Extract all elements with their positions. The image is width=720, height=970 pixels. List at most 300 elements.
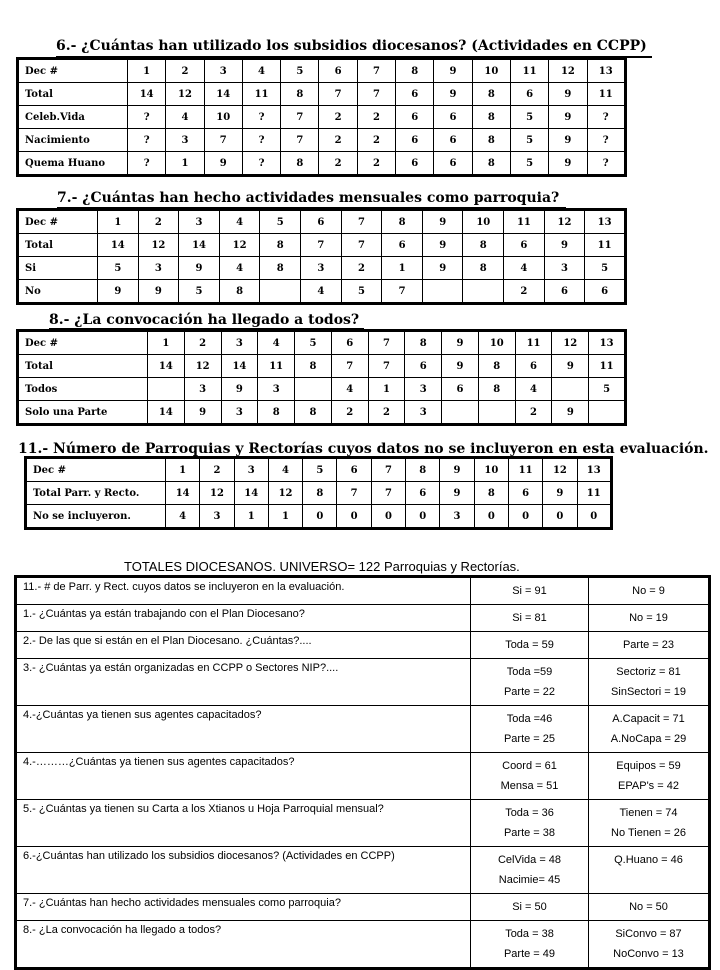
q6-cell: 3 xyxy=(204,59,242,83)
totals-value: Mensa = 51 xyxy=(500,780,559,792)
q11-cell: 12 xyxy=(200,482,234,505)
q7-cell: 8 xyxy=(382,210,423,234)
q11-cell: 6 xyxy=(337,458,371,482)
q6-row xyxy=(18,152,626,176)
q7-cell: 8 xyxy=(463,257,504,280)
q8-title: 8.- ¿La convocación ha llegado a todos? xyxy=(49,312,360,328)
totals-value: Si = 91 xyxy=(512,585,547,597)
totals-value: Si = 50 xyxy=(512,901,547,913)
totals-question: 8.- ¿La convocación ha llegado a todos? xyxy=(16,921,471,969)
q6-cell: 7 xyxy=(281,106,319,129)
q6-row-label: Nacimiento xyxy=(18,129,128,152)
q8-cell: 8 xyxy=(478,378,515,401)
q7-cell: 6 xyxy=(544,280,585,304)
totals-value: Nacimie= 45 xyxy=(498,874,561,886)
q8-cell xyxy=(589,401,626,425)
q8-cell: 11 xyxy=(515,331,552,355)
q11-row xyxy=(26,505,612,529)
q6-cell: ? xyxy=(242,106,280,129)
totals-answer-b xyxy=(589,753,710,800)
q8-cell: 8 xyxy=(405,331,442,355)
q6-cell: 14 xyxy=(128,83,166,106)
totals-question: 3.- ¿Cuántas ya están organizadas en CCPP o Sectores NIP?.... xyxy=(16,659,471,706)
q7-row xyxy=(18,234,626,257)
q7-cell: 7 xyxy=(341,210,382,234)
q7-cell: 1 xyxy=(98,210,139,234)
q7-cell: 2 xyxy=(341,257,382,280)
q6-cell: 11 xyxy=(242,83,280,106)
totals-answer-a xyxy=(471,632,589,659)
q8-cell: 10 xyxy=(478,331,515,355)
q11-cell: 11 xyxy=(508,458,542,482)
totals-value: A.Capacit = 71 xyxy=(612,713,685,725)
q6-cell: 8 xyxy=(472,129,510,152)
q6-cell: 9 xyxy=(549,129,587,152)
q6-table xyxy=(16,57,627,177)
totals-row xyxy=(16,577,710,605)
totals-row xyxy=(16,605,710,632)
totals-answer-b xyxy=(589,577,710,605)
q8-table xyxy=(16,329,627,426)
q6-cell: 12 xyxy=(166,83,204,106)
totals-value: Parte = 49 xyxy=(503,948,556,960)
totals-value: Parte = 25 xyxy=(503,733,556,745)
q6-cell: 6 xyxy=(396,83,434,106)
q8-cell xyxy=(478,401,515,425)
totals-answer-a xyxy=(471,847,589,894)
q6-cell: ? xyxy=(242,129,280,152)
q6-cell: 7 xyxy=(281,129,319,152)
q11-cell: 8 xyxy=(406,458,440,482)
q8-cell xyxy=(295,378,332,401)
q6-cell: 6 xyxy=(319,59,357,83)
totals-question: 6.-¿Cuántas han utilizado los subsidios diocesanos? (Actividades en CCPP) xyxy=(16,847,471,894)
totals-value: Toda = 59 xyxy=(505,639,554,651)
q7-cell: 4 xyxy=(301,280,342,304)
q7-cell: 7 xyxy=(382,280,423,304)
totals-value: Coord = 61 xyxy=(502,760,557,772)
q8-cell: 11 xyxy=(589,355,626,378)
q6-cell: 4 xyxy=(242,59,280,83)
q6-cell: 14 xyxy=(204,83,242,106)
totals-answer-b xyxy=(589,632,710,659)
q7-title: 7.- ¿Cuántas han hecho actividades mensuales como parroquia? xyxy=(57,190,560,206)
q8-row-label: Dec # xyxy=(18,331,148,355)
totals-answer-a xyxy=(471,577,589,605)
q6-cell: 3 xyxy=(166,129,204,152)
q6-cell: ? xyxy=(128,152,166,176)
q6-cell: 9 xyxy=(434,83,472,106)
q6-row-label: Quema Huano xyxy=(18,152,128,176)
q8-cell: 14 xyxy=(148,355,185,378)
q6-cell: 6 xyxy=(396,129,434,152)
q11-cell: 12 xyxy=(268,482,302,505)
totals-table xyxy=(14,575,711,970)
q7-cell: 14 xyxy=(179,234,220,257)
totals-value: EPAP's = 42 xyxy=(618,780,679,792)
totals-value: Sectoriz = 81 xyxy=(616,666,681,678)
totals-answer-a xyxy=(471,800,589,847)
q7-cell: 8 xyxy=(463,234,504,257)
q11-cell: 9 xyxy=(440,458,474,482)
q7-cell: 7 xyxy=(301,234,342,257)
q6-cell: 9 xyxy=(204,152,242,176)
totals-answer-a xyxy=(471,753,589,800)
totals-value: Toda =59 xyxy=(506,666,553,678)
q7-cell: 5 xyxy=(98,257,139,280)
q6-cell: ? xyxy=(242,152,280,176)
q6-cell: 6 xyxy=(396,106,434,129)
q7-cell: 10 xyxy=(463,210,504,234)
q7-cell: 6 xyxy=(585,280,626,304)
q6-cell: 7 xyxy=(357,83,395,106)
q11-cell: 4 xyxy=(166,505,200,529)
totals-row xyxy=(16,632,710,659)
q7-cell: 9 xyxy=(422,257,463,280)
q7-cell: 12 xyxy=(138,234,179,257)
q6-cell: 10 xyxy=(472,59,510,83)
q6-cell: 5 xyxy=(510,152,548,176)
q11-cell: 0 xyxy=(508,505,542,529)
totals-answer-a xyxy=(471,894,589,921)
q7-row-label: Si xyxy=(18,257,98,280)
totals-value: No Tienen = 26 xyxy=(611,827,686,839)
q7-cell: 4 xyxy=(219,257,260,280)
q6-cell: ? xyxy=(587,106,625,129)
totals-question: 5.- ¿Cuántas ya tienen su Carta a los Xtianos u Hoja Parroquial mensual? xyxy=(16,800,471,847)
q6-cell: 2 xyxy=(319,152,357,176)
q6-row xyxy=(18,106,626,129)
q11-title: 11.- Número de Parroquias y Rectorías cuyos datos no se incluyeron en esta evaluación. xyxy=(18,441,709,457)
q6-cell: 11 xyxy=(510,59,548,83)
q7-cell: 2 xyxy=(138,210,179,234)
totals-question: 2.- De las que si están en el Plan Diocesano. ¿Cuántas?.... xyxy=(16,632,471,659)
q11-cell: 13 xyxy=(577,458,611,482)
q11-cell: 3 xyxy=(234,458,268,482)
q11-cell: 6 xyxy=(508,482,542,505)
q6-cell: 4 xyxy=(166,106,204,129)
q6-cell: 9 xyxy=(549,152,587,176)
q7-cell: 14 xyxy=(98,234,139,257)
q11-row-label: Dec # xyxy=(26,458,166,482)
q11-cell: 1 xyxy=(234,505,268,529)
q11-cell: 3 xyxy=(440,505,474,529)
q6-cell: 8 xyxy=(472,106,510,129)
q11-cell: 14 xyxy=(234,482,268,505)
q8-cell: 12 xyxy=(184,355,221,378)
q6-cell: 1 xyxy=(166,152,204,176)
q6-cell: 2 xyxy=(166,59,204,83)
q6-cell: 6 xyxy=(434,129,472,152)
q7-cell: 4 xyxy=(504,257,545,280)
totals-row xyxy=(16,706,710,753)
totals-value: CelVida = 48 xyxy=(497,854,562,866)
q11-row-label: Total Parr. y Recto. xyxy=(26,482,166,505)
q7-cell xyxy=(463,280,504,304)
q6-cell: 9 xyxy=(434,59,472,83)
q7-cell: 5 xyxy=(179,280,220,304)
q6-cell: 13 xyxy=(587,59,625,83)
q11-cell: 0 xyxy=(406,505,440,529)
q7-cell: 3 xyxy=(544,257,585,280)
q11-cell: 8 xyxy=(474,482,508,505)
q8-cell: 2 xyxy=(515,401,552,425)
q6-cell: 8 xyxy=(472,152,510,176)
q8-cell: 9 xyxy=(221,378,258,401)
totals-value: Toda = 36 xyxy=(505,807,554,819)
q6-cell: 6 xyxy=(396,152,434,176)
q8-cell: 3 xyxy=(405,401,442,425)
q6-row xyxy=(18,83,626,106)
q8-cell xyxy=(552,378,589,401)
q7-cell: 5 xyxy=(341,280,382,304)
q6-cell: ? xyxy=(128,129,166,152)
q7-row-label: No xyxy=(18,280,98,304)
q8-cell: 5 xyxy=(589,378,626,401)
totals-answer-b xyxy=(589,800,710,847)
q8-cell xyxy=(442,401,479,425)
q8-cell: 2 xyxy=(184,331,221,355)
totals-question: 4.-¿Cuántas ya tienen sus agentes capacitados? xyxy=(16,706,471,753)
q7-row-label: Dec # xyxy=(18,210,98,234)
q7-cell: 9 xyxy=(179,257,220,280)
totals-value: No = 50 xyxy=(629,901,668,913)
q8-cell: 2 xyxy=(368,401,405,425)
q6-cell: 7 xyxy=(319,83,357,106)
totals-value: No = 19 xyxy=(629,612,668,624)
q7-cell: 9 xyxy=(138,280,179,304)
q7-row xyxy=(18,280,626,304)
q8-cell: 9 xyxy=(552,355,589,378)
totals-answer-b xyxy=(589,659,710,706)
q8-cell: 7 xyxy=(331,355,368,378)
q11-cell: 3 xyxy=(200,505,234,529)
q6-cell: 1 xyxy=(128,59,166,83)
q8-row-label: Total xyxy=(18,355,148,378)
q11-cell: 9 xyxy=(440,482,474,505)
q7-row-label: Total xyxy=(18,234,98,257)
q6-row xyxy=(18,129,626,152)
q8-row-label: Todos xyxy=(18,378,148,401)
q11-cell: 0 xyxy=(577,505,611,529)
q7-row xyxy=(18,210,626,234)
q6-cell: 8 xyxy=(281,83,319,106)
totals-answer-a xyxy=(471,605,589,632)
q11-row-label: No se incluyeron. xyxy=(26,505,166,529)
q11-cell: 10 xyxy=(474,458,508,482)
q6-cell: 9 xyxy=(549,106,587,129)
totals-row xyxy=(16,894,710,921)
q11-row xyxy=(26,482,612,505)
q6-cell: 5 xyxy=(510,129,548,152)
q11-cell: 11 xyxy=(577,482,611,505)
q7-cell: 4 xyxy=(219,210,260,234)
q7-cell: 6 xyxy=(301,210,342,234)
q8-row xyxy=(18,401,626,425)
q7-cell: 5 xyxy=(585,257,626,280)
totals-title: TOTALES DIOCESANOS. UNIVERSO= 122 Parroquias y Rectorías. xyxy=(124,559,520,574)
q7-cell: 9 xyxy=(98,280,139,304)
q7-cell: 6 xyxy=(504,234,545,257)
q8-cell: 3 xyxy=(405,378,442,401)
q7-cell: 3 xyxy=(138,257,179,280)
q7-cell: 11 xyxy=(504,210,545,234)
totals-answer-b xyxy=(589,921,710,969)
q8-cell: 6 xyxy=(331,331,368,355)
q6-cell: 6 xyxy=(510,83,548,106)
q11-cell: 8 xyxy=(303,482,337,505)
q6-cell: 11 xyxy=(587,83,625,106)
q6-title: 6.- ¿Cuántas han utilizado los subsidios diocesanos? (Actividades en CCPP) xyxy=(56,38,647,54)
q6-cell: 2 xyxy=(319,129,357,152)
totals-answer-a xyxy=(471,921,589,969)
q8-cell: 9 xyxy=(442,331,479,355)
q8-cell: 3 xyxy=(221,401,258,425)
q8-cell: 11 xyxy=(258,355,295,378)
q11-cell: 14 xyxy=(166,482,200,505)
totals-value: No = 9 xyxy=(632,585,665,597)
q8-cell: 14 xyxy=(148,401,185,425)
q8-cell: 8 xyxy=(295,355,332,378)
q6-cell: 7 xyxy=(204,129,242,152)
totals-question: 1.- ¿Cuántas ya están trabajando con el Plan Diocesano? xyxy=(16,605,471,632)
q6-cell: 2 xyxy=(319,106,357,129)
q8-cell: 3 xyxy=(221,331,258,355)
q8-cell: 12 xyxy=(552,331,589,355)
q11-cell: 12 xyxy=(543,458,577,482)
totals-answer-b xyxy=(589,847,710,894)
q7-cell: 3 xyxy=(179,210,220,234)
totals-answer-b xyxy=(589,894,710,921)
q11-cell: 1 xyxy=(268,505,302,529)
q7-cell: 6 xyxy=(382,234,423,257)
q11-cell: 2 xyxy=(200,458,234,482)
q7-cell: 13 xyxy=(585,210,626,234)
q7-cell: 9 xyxy=(422,210,463,234)
q7-cell: 5 xyxy=(260,210,301,234)
totals-value: A.NoCapa = 29 xyxy=(610,733,687,745)
totals-answer-b xyxy=(589,706,710,753)
q6-cell: 12 xyxy=(549,59,587,83)
totals-value: Toda =46 xyxy=(506,713,553,725)
q11-cell: 6 xyxy=(406,482,440,505)
q7-cell: 12 xyxy=(219,234,260,257)
totals-value: Tienen = 74 xyxy=(619,807,678,819)
q6-row xyxy=(18,59,626,83)
q6-cell: 5 xyxy=(281,59,319,83)
q11-cell: 0 xyxy=(543,505,577,529)
q11-cell: 0 xyxy=(371,505,405,529)
q8-cell: 3 xyxy=(258,378,295,401)
q6-cell: 2 xyxy=(357,129,395,152)
q7-cell xyxy=(422,280,463,304)
q7-cell: 9 xyxy=(544,234,585,257)
q8-cell: 7 xyxy=(368,331,405,355)
q7-cell: 11 xyxy=(585,234,626,257)
totals-row xyxy=(16,921,710,969)
q8-row-label: Solo una Parte xyxy=(18,401,148,425)
q8-cell: 1 xyxy=(148,331,185,355)
q8-cell: 8 xyxy=(295,401,332,425)
q11-cell: 5 xyxy=(303,458,337,482)
q11-row xyxy=(26,458,612,482)
q6-row-label: Dec # xyxy=(18,59,128,83)
q8-cell: 2 xyxy=(331,401,368,425)
q6-row-label: Celeb.Vida xyxy=(18,106,128,129)
q6-cell: 8 xyxy=(472,83,510,106)
q8-cell: 4 xyxy=(331,378,368,401)
q8-cell: 4 xyxy=(258,331,295,355)
q7-cell: 2 xyxy=(504,280,545,304)
q7-cell: 8 xyxy=(260,234,301,257)
q8-cell: 6 xyxy=(405,355,442,378)
q8-cell: 3 xyxy=(184,378,221,401)
q8-cell: 5 xyxy=(295,331,332,355)
totals-question: 7.- ¿Cuántas han hecho actividades mensuales como parroquia? xyxy=(16,894,471,921)
totals-answer-a xyxy=(471,706,589,753)
q7-table xyxy=(16,208,627,305)
totals-value: NoConvo = 13 xyxy=(613,948,684,960)
totals-value: Si = 81 xyxy=(512,612,547,624)
q11-cell: 7 xyxy=(371,458,405,482)
q8-cell xyxy=(148,378,185,401)
q8-cell: 9 xyxy=(184,401,221,425)
q11-cell: 7 xyxy=(371,482,405,505)
q8-cell: 13 xyxy=(589,331,626,355)
totals-question: 4.-………¿Cuántas ya tienen sus agentes capacitados? xyxy=(16,753,471,800)
q6-cell: 5 xyxy=(510,106,548,129)
q11-cell: 7 xyxy=(337,482,371,505)
q7-cell: 8 xyxy=(260,257,301,280)
q11-cell: 1 xyxy=(166,458,200,482)
q6-row-label: Total xyxy=(18,83,128,106)
totals-question: 11.- # de Parr. y Rect. cuyos datos se incluyeron en la evaluación. xyxy=(16,577,471,605)
totals-row xyxy=(16,753,710,800)
q6-cell: ? xyxy=(128,106,166,129)
q8-cell: 14 xyxy=(221,355,258,378)
q6-cell: 8 xyxy=(281,152,319,176)
q7-cell xyxy=(260,280,301,304)
q6-cell: 10 xyxy=(204,106,242,129)
totals-row xyxy=(16,847,710,894)
q6-cell: 8 xyxy=(396,59,434,83)
totals-answer-a xyxy=(471,659,589,706)
q7-cell: 3 xyxy=(301,257,342,280)
q8-cell: 8 xyxy=(258,401,295,425)
q8-row xyxy=(18,378,626,401)
q8-row xyxy=(18,331,626,355)
q6-cell: 6 xyxy=(434,152,472,176)
totals-value: Equipos = 59 xyxy=(616,760,681,772)
q8-cell: 9 xyxy=(442,355,479,378)
q11-cell: 0 xyxy=(474,505,508,529)
totals-value: SinSectori = 19 xyxy=(611,686,686,698)
q6-cell: 6 xyxy=(434,106,472,129)
q8-cell: 7 xyxy=(368,355,405,378)
q8-cell: 1 xyxy=(368,378,405,401)
q8-row xyxy=(18,355,626,378)
q7-cell: 7 xyxy=(341,234,382,257)
q6-cell: 2 xyxy=(357,152,395,176)
totals-answer-b xyxy=(589,605,710,632)
q6-cell: ? xyxy=(587,152,625,176)
q6-cell: ? xyxy=(587,129,625,152)
q8-cell: 6 xyxy=(442,378,479,401)
q7-row xyxy=(18,257,626,280)
totals-value: Parte = 22 xyxy=(503,686,556,698)
q8-cell: 4 xyxy=(515,378,552,401)
q6-cell: 9 xyxy=(549,83,587,106)
